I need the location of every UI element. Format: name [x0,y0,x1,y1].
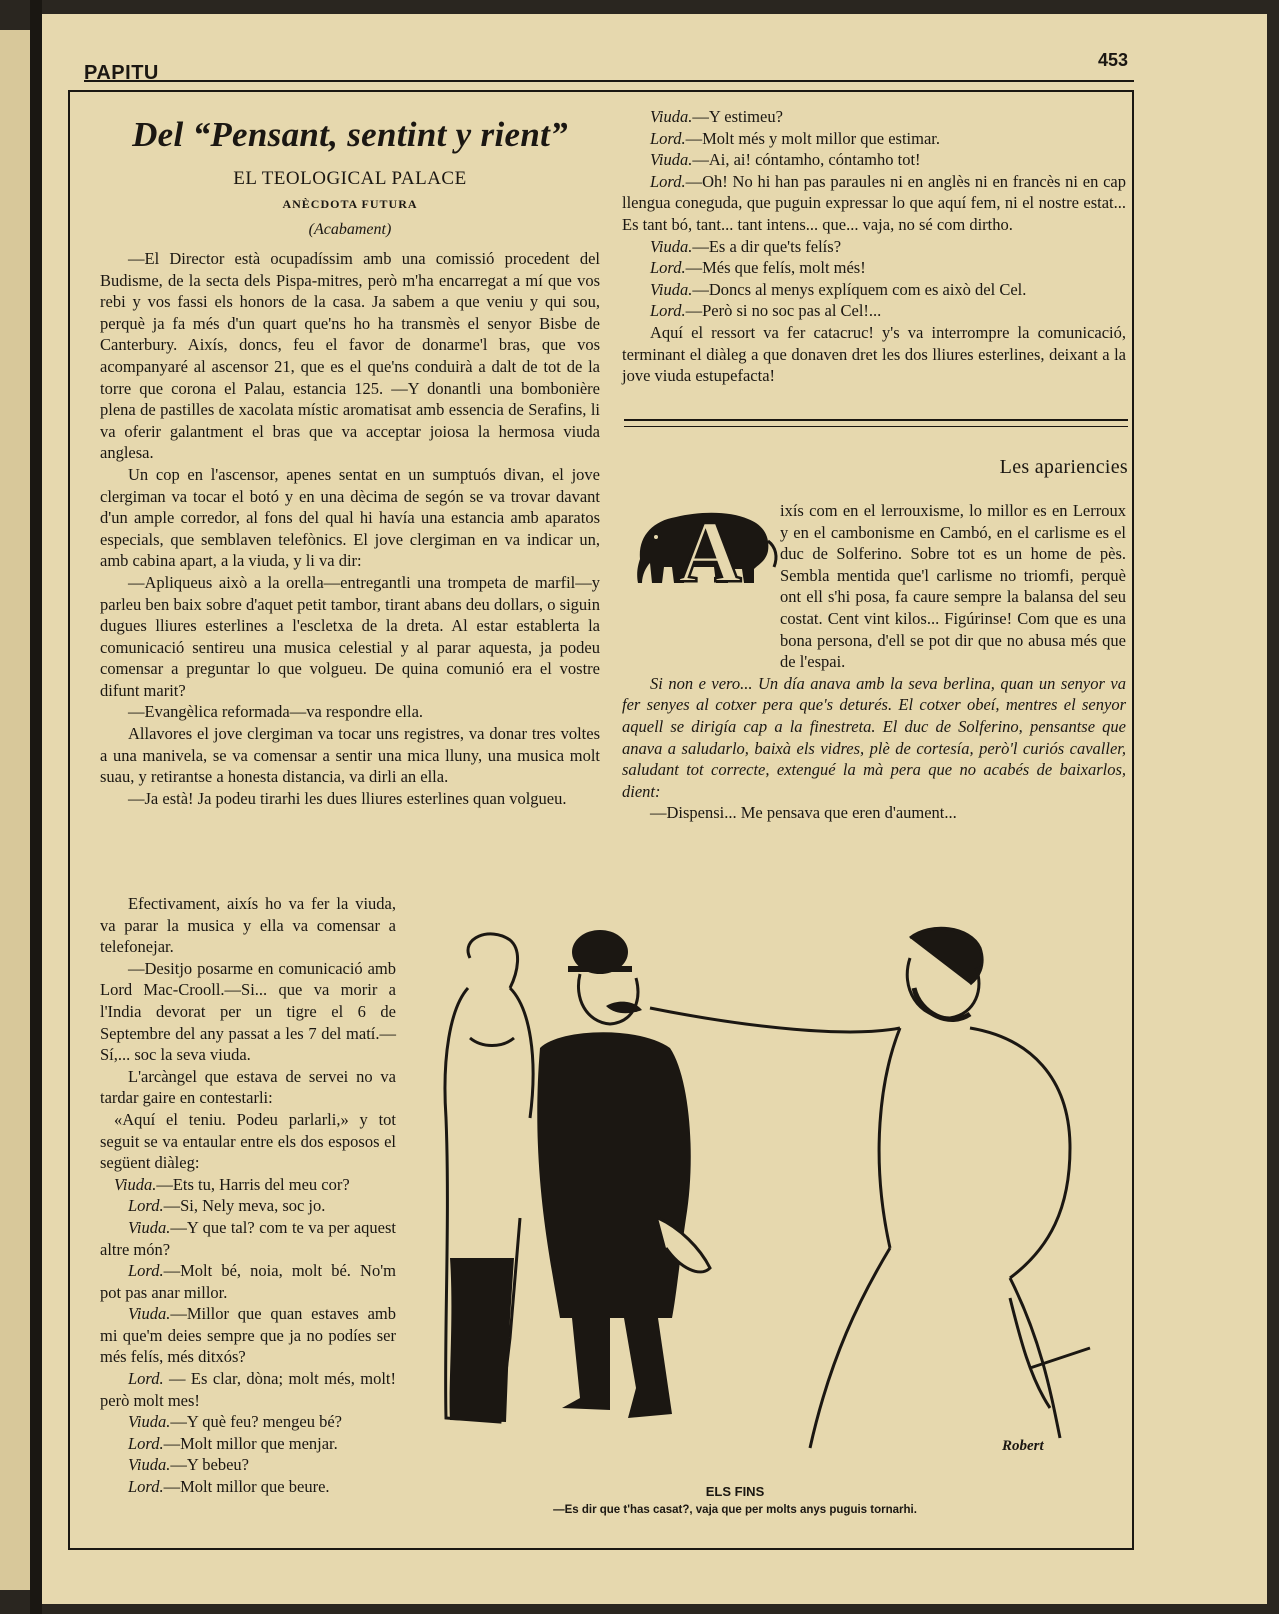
dialogue-line: Viuda.—Ai, ai! cóntamho, cóntamho tot! [650,150,921,170]
speaker: Lord. [650,258,686,278]
woman-skirt [450,1258,514,1422]
article-kicker: ANÈCDOTA FUTURA [282,197,418,211]
speaker: Lord. [650,171,686,191]
speaker: Lord. [128,1477,164,1497]
dialogue-line: Lord.—Molt millor que beure. [128,1477,330,1497]
body-paragraph: Allavores el jove clergiman va tocar uns registres, va donar tres voltes a una manivela, se va comensar a sentir una mica lluny, una musica molt suau, y retirantse a honesta distancia, va dirli an ella. [100,724,600,787]
speaker: Viuda. [128,1304,171,1324]
speaker: Viuda. [128,1217,171,1237]
speaker: Viuda. [650,279,693,299]
article2-lead: ixís com en el lerrouxisme, lo millor es en Lerroux y en el cambonisme en Cambó, en el carlisme es el duc de Solferino. Sobre tot es un home de pès. Sembla mentida que'l carlisme no triomfi, perquè ont ell s'hi posa, fa caure sempre la balansa del seu costat. Cent vint kilos... Figúrinse! Com que es una bona persona, d'ell se pot dir que no abusa més que de l'espai. [780,501,1126,672]
dialogue-line: Lord.—Molt millor que menjar. [128,1433,338,1453]
dialogue-line: Viuda.—Y estimeu? [650,107,783,126]
dialogue-line: Viuda.—Millor que quan estaves amb mi que'm deies sempre que ja no podíes ser més felís, més ditxós? [100,1304,396,1367]
article2-paragraph: Si non e vero... Un día anava amb la seva berlina, quan un senyor va fer senyes al cotxer pera que's deturés. El cotxer obeí, mentres el senyor aquell se dirigía cap a la finestreta. El duc de Solferino, pensantse que anava a saludarlo, baixà els vidres, plè de cortesía, però'l curiós cavaller, saludant tot correcte, extengué la mà pera que no acabés de baixarlos, dient: [622,673,1126,801]
cartoon-illustration [410,918,1130,1458]
body-paragraph: —Ja està! Ja podeu tirarhi les dues lliures esterlines quan volgueu. [128,788,567,808]
body-paragraph: —El Director està ocupadíssim amb una comissió procedent del Budisme, de la secta dels Pispa-mitres, però m'ha encarregat a mí que vos rebi y vos fassi els honors de la casa. Ja sabem a que veniu y qui sou, perquè ja fa més d'un quart que'ns ho ha transmès el senyor Bisbe de Canterbury. Aixís, doncs, feu el favor de donarme'l bras, que vos acompanyaré al ascensor 21, que es el que'ns conduirà a dalt de tot de la torre que corona el Palau, estancia 125. —Y donantli una bombonière plena de pastilles de xacolata místic aromatisat amb essencia de Serafins, li va oferir galantment el bras que va acceptar joiosa la hermosa viuda anglesa. [100,249,600,463]
body-paragraph: —Desitjo posarme en comunicació amb Lord Mac-Crooll.—Si... que va morir a l'India devorat per un tigre el 6 de Septembre del any passat a les 7 del matí.—Sí,... soc la seva viuda. [100,958,396,1065]
speaker: Viuda. [128,1412,171,1432]
body-paragraph: Un cop en l'ascensor, apenes sentat en un sumptuós divan, el jove clergiman va tocar el botó y en una dècima de segón se va trovar davant d'un ample corredor, al fons del qual hi havía una estancia amb aparatos especials, que semblaven telefònics. El jove clergiman en va indicar un, amb cabina apart, a la viuda, y li va dir: [100,464,600,571]
speaker: Viuda. [650,236,693,256]
speaker: Viuda. [650,107,693,126]
dialogue-line: Lord.—Si, Nely meva, soc jo. [128,1196,326,1216]
left-column-narrow [100,893,396,1498]
right-column-dialogue [622,106,1126,387]
artist-signature: Robert [1002,1438,1044,1454]
facing-page-edge [0,30,30,1590]
body-paragraph: L'arcàngel que estava de servei no va tardar gaire en contestarli: [100,1066,396,1108]
section-divider-top [624,419,1128,421]
speaker: Lord. [128,1261,164,1281]
dropcap-letter: A [678,504,742,587]
masthead: PAPITU [84,62,159,84]
cartoon-caption-text: —Es dir que t'has casat?, vaja que per molts anys puguis tornarhi. [553,1504,917,1516]
speaker: Viuda. [650,150,693,170]
speaker: Lord. [128,1196,164,1216]
page-number: 453 [1098,50,1129,70]
speaker: Lord. [650,128,686,148]
article2-punchline: —Dispensi... Me pensava que eren d'aument... [650,803,957,823]
dialogue-line: Lord. — Es clar, dòna; molt més, molt! però molt mes! [100,1369,396,1410]
article-title: Del “Pensant, sentint y rient” [132,115,568,154]
speaker: Viuda. [128,1455,171,1475]
speaker: Viuda. [114,1174,157,1194]
closing-paragraph: Aquí el ressort va fer catacruc! y's va interrompre la comunicació, terminant el diàleg a que donaven dret les dos lliures esterlines, deixant a la jove viuda estupefacta! [622,322,1126,386]
dialogue-line: Viuda.—Ets tu, Harris del meu cor? [114,1174,350,1194]
body-paragraph: —Apliqueus això a la orella—entregantli una trompeta de marfil—y parleu ben baix sobre d'aquet petit tambor, tirant abans deu dollars, o siguin dugues lliures esterlines a l'escletxa de la dreta. Al estar establerta la comunicació sentireu una musica celestial y al parar aquesta, ja podeu comensar a preguntar lo que volgueu. De quina comunió era el vostre difunt marit? [100,572,600,700]
dialogue-line: Viuda.—Y què feu? mengeu bé? [128,1412,342,1432]
speaker: Lord. [128,1433,164,1453]
dialogue-line: Viuda.—Es a dir que'ts felís? [650,236,842,256]
binding-gutter [30,0,42,1614]
speaker: Lord. [650,301,686,321]
body-paragraph: Efectivament, aixís ho va fer la viuda, va parar la musica y ella va comensar a telefonejar. [100,894,396,957]
article-subtitle: EL TEOLOGICAL PALACE [233,168,467,189]
body-paragraph: —Evangèlica reformada—va respondre ella. [128,702,424,722]
speaker: Lord. [128,1369,164,1389]
section-divider-bottom [624,426,1128,427]
bowler-man-figure [537,930,710,1418]
dialogue-line: Lord.—Més que felís, molt més! [650,258,866,278]
header-rule [84,80,1134,82]
article-note: (Acabament) [308,221,392,238]
dialogue-line: Lord.—Però si no soc pas al Cel!... [650,301,882,321]
article2-title: Les apariencies [999,456,1128,478]
bearded-man-figure [650,928,1090,1448]
cartoon-caption-title: ELS FINS [705,1484,765,1499]
dialogue-line: Viuda.—Doncs al menys explíquem com es això del Cel. [650,279,1027,299]
dialogue-line: Lord.—Molt més y molt millor que estimar. [650,128,940,148]
dialogue-line: Lord.—Molt bé, noia, molt bé. No'm pot pas anar millor. [100,1261,396,1302]
body-paragraph: «Aquí el teniu. Podeu parlarli,» y tot seguit se va entaular entre els dos esposos el següent diàleg: [100,1109,396,1173]
dialogue-line: Viuda.—Y bebeu? [128,1455,249,1475]
article2-body [622,500,1126,824]
left-column-body [100,248,600,809]
dialogue-line: Viuda.—Y que tal? com te va per aquest altre món? [100,1217,396,1259]
dialogue-line: Lord.—Oh! No hi han pas paraules ni en anglès ni en francès ni en cap llengua coneguda, que puguin expressar lo que aquí fem, ni el nostre estat... Es tant bó, tant... tant intens... que... vaja, no sé com dirtho. [622,171,1126,234]
